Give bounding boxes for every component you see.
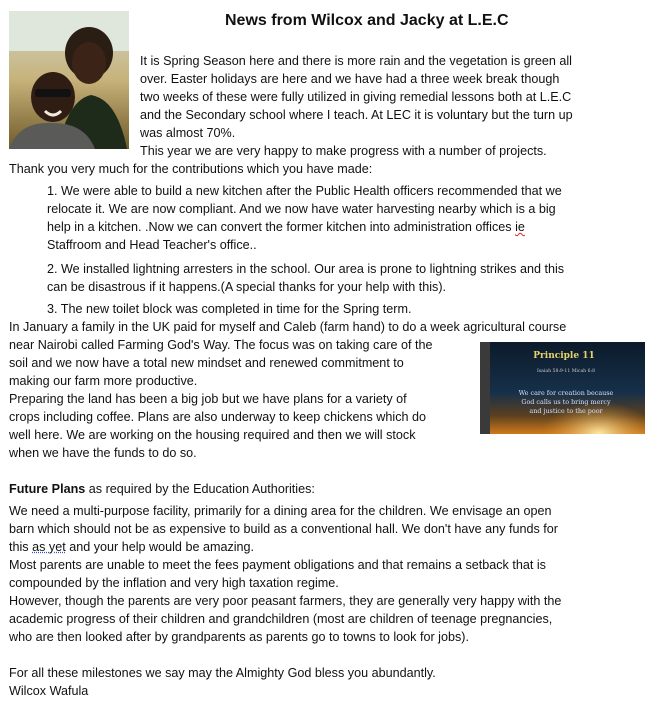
intro-line: and the Secondary school where I teach. At LEC it is voluntary but the turn up bbox=[140, 108, 573, 122]
closing-line: For all these milestones we say may the Almighty God bless you abundantly. bbox=[9, 666, 436, 680]
farming-line: In January a family in the UK paid for myself and Caleb (farm hand) to do a week agricultural course bbox=[9, 320, 567, 334]
farming-line: well here. We are working on the housing required and then we will stock bbox=[9, 428, 416, 442]
future-line: this as yet and your help would be amazing. bbox=[9, 540, 255, 554]
intro-line: over. Easter holidays are here and we have had a three week break though bbox=[140, 72, 560, 86]
future-heading-line: Future Plans as required by the Education Authorities: bbox=[9, 482, 315, 496]
intro-line: was almost 70%. bbox=[140, 126, 236, 140]
spellcheck-word: ie bbox=[515, 220, 525, 234]
grammar-flag-word: as yet bbox=[32, 540, 66, 554]
future-line: barn which should not be as expensive to build as a conventional hall. We don't have any funds for bbox=[9, 522, 558, 536]
slide-refs: Isaiah 58:9-11 Micah 6:8 bbox=[536, 369, 596, 374]
signature: Wilcox Wafula bbox=[9, 684, 89, 698]
couple-photo bbox=[9, 11, 129, 149]
future-line: We need a multi-purpose facility, primarily for a dining area for the children. We envisage an open bbox=[9, 504, 552, 518]
future-heading: Future Plans bbox=[9, 482, 86, 496]
future-line: Most parents are unable to meet the fees payment obligations and that remains a setback that is bbox=[9, 558, 546, 572]
list-item-1: 1. We were able to build a new kitchen after the Public Health officers recommended that we bbox=[47, 184, 562, 198]
farming-line: near Nairobi called Farming God's Way. The focus was on taking care of the bbox=[9, 338, 433, 352]
intro-line: It is Spring Season here and there is more rain and the vegetation is green all bbox=[140, 54, 572, 68]
future-line: However, though the parents are very poor peasant farmers, they are generally very happy with the bbox=[9, 594, 562, 608]
slide-text: and justice to the poor bbox=[529, 407, 603, 415]
intro-line: This year we are very happy to make progress with a number of projects. bbox=[140, 144, 547, 158]
list-item-1: Staffroom and Head Teacher's office.. bbox=[47, 238, 257, 252]
slide-title: Principle 11 bbox=[533, 351, 595, 361]
farming-line: Preparing the land has been a big job but we have plans for a variety of bbox=[9, 392, 407, 406]
principle-slide-photo bbox=[480, 342, 645, 434]
future-line: compounded by the inflation and very high taxation regime. bbox=[9, 576, 339, 590]
farming-line: making our farm more productive. bbox=[9, 374, 198, 388]
list-item-2: 2. We installed lightning arresters in the school. Our area is prone to lightning strikes and this bbox=[47, 262, 565, 276]
list-item-3: 3. The new toilet block was completed in time for the Spring term. bbox=[47, 302, 412, 316]
future-line: academic progress of their children and grandchildren (most are children of teenage pregnancies, bbox=[9, 612, 553, 626]
intro-line: two weeks of these were fully utilized in giving remedial lessons both at L.E.C bbox=[140, 90, 572, 104]
farming-line: when we have the funds to do so. bbox=[9, 446, 197, 460]
list-item-1: relocate it. We are now compliant. And we now have water harvesting nearby which is a big bbox=[47, 202, 556, 216]
future-line: who are then looked after by grandparents as parents go to towns to look for jobs). bbox=[9, 630, 469, 644]
slide-text: We care for creation because bbox=[518, 389, 614, 397]
list-item-1: help in a kitchen. .Now we can convert the former kitchen into administration offices ie bbox=[47, 220, 525, 234]
list-item-2: can be disastrous if it happens.(A special thanks for your help with this). bbox=[47, 280, 447, 294]
thanks-line: Thank you very much for the contributions which you have made: bbox=[9, 162, 373, 176]
page-title: News from Wilcox and Jacky at L.E.C bbox=[225, 12, 509, 29]
farming-line: crops including coffee. Plans are also underway to keep chickens which do bbox=[9, 410, 427, 424]
farming-line: soil and we now have a total new mindset and renewed commitment to bbox=[9, 356, 404, 370]
slide-text: God calls us to bring mercy bbox=[521, 398, 611, 406]
